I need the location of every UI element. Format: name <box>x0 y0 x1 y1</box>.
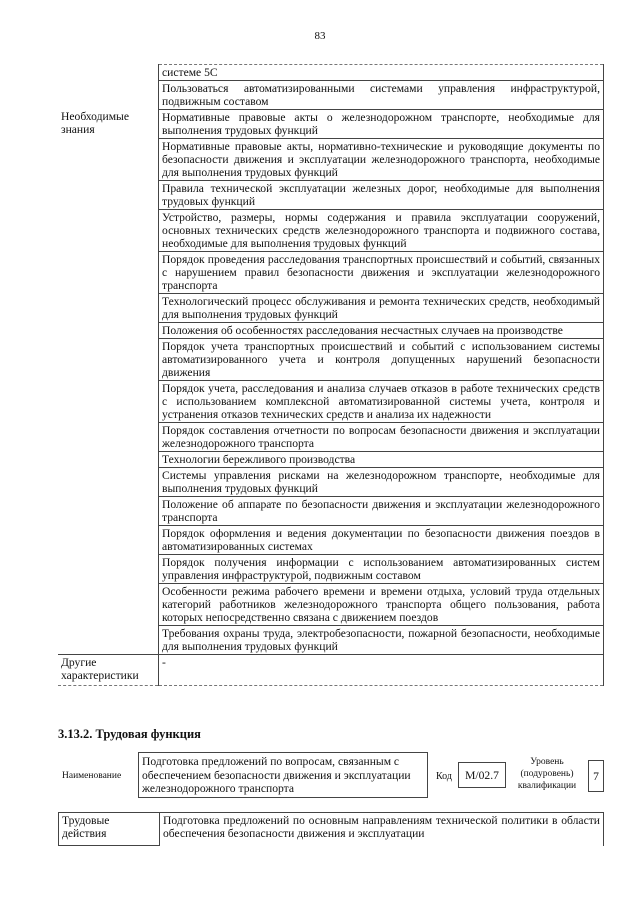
knowledge-item: Особенности режима рабочего времени и времени отдыха, условий труда отдельных категорий работников железнодорожного транспорта общего пользования, работа которых непосредственно связана с движением поездов <box>159 584 604 626</box>
page-number: 83 <box>314 30 326 42</box>
other-value: - <box>159 655 604 686</box>
other-label: Другие характеристики <box>58 655 159 686</box>
knowledge-item: Системы управления рисками на железнодорожном транспорте, необходимые для выполнения трудовых функций <box>159 468 604 497</box>
function-level: 7 <box>588 760 604 792</box>
function-code-label: Код <box>436 771 452 782</box>
knowledge-label-text: Необходимые знания <box>61 109 129 136</box>
knowledge-item: Нормативные правовые акты, нормативно-технические и руководящие документы по безопасности движения и эксплуатации железнодорожного транспорта, необходимые для выполнения трудовых функций <box>159 139 604 181</box>
knowledge-item: Положения об особенностях расследования несчастных случаев на производстве <box>159 323 604 339</box>
actions-label: Трудовые действия <box>59 813 160 846</box>
knowledge-item: Правила технической эксплуатации железных дорог, необходимые для выполнения трудовых функций <box>159 181 604 210</box>
actions-item: Подготовка предложений по основным направлениям технической политики в области обеспечения безопасности движения и эксплуатации <box>160 813 604 846</box>
knowledge-item: Технологический процесс обслуживания и ремонта технических средств, необходимый для выполнения трудовых функций <box>159 294 604 323</box>
knowledge-item: Порядок оформления и ведения документации по безопасности движения поездов в автоматизированных системах <box>159 526 604 555</box>
knowledge-item: Нормативные правовые акты о железнодорожном транспорте, необходимые для выполнения трудовых функций <box>159 110 604 139</box>
function-code: М/02.7 <box>458 762 506 788</box>
knowledge-item: Устройство, размеры, нормы содержания и правила эксплуатации сооружений, основных технических средств железнодорожного транспорта и подвижного состава, необходимые для выполнения трудовых функций <box>159 210 604 252</box>
knowledge-item: Порядок составления отчетности по вопросам безопасности движения и эксплуатации железнодорожного транспорта <box>159 423 604 452</box>
knowledge-item: системе 5С <box>159 65 604 81</box>
function-name: Подготовка предложений по вопросам, связанным с обеспечением безопасности движения и эксплуатации железнодорожного транспорта <box>138 752 428 798</box>
function-name-label: Наименование <box>62 771 122 781</box>
actions-table <box>58 812 604 846</box>
knowledge-item: Порядок учета транспортных происшествий и событий с использованием системы автоматизированного учета и контроля допущенных нарушений безопасности движения <box>159 339 604 381</box>
knowledge-item: Порядок получения информации с использованием автоматизированных систем управления инфраструктурой, подвижным составом <box>159 555 604 584</box>
knowledge-item: Порядок учета, расследования и анализа случаев отказов в работе технических средств с использованием комплексной автоматизированной системы учета, контроля и устранения отказов технических средств и анализа их надежности <box>159 381 604 423</box>
knowledge-table <box>58 64 604 686</box>
knowledge-item: Требования охраны труда, электробезопасности, пожарной безопасности, необходимые для выполнения трудовых функций <box>159 626 604 655</box>
section-title: 3.13.2. Трудовая функция <box>58 727 201 741</box>
knowledge-item: Технологии бережливого производства <box>159 452 604 468</box>
function-header <box>58 752 604 802</box>
knowledge-item: Порядок проведения расследования транспортных происшествий и событий, связанных с нарушением правил безопасности движения и эксплуатации железнодорожного транспорта <box>159 252 604 294</box>
knowledge-label <box>58 65 159 655</box>
function-level-label: Уровень (подуровень) квалификации <box>517 757 577 791</box>
knowledge-item: Положение об аппарате по безопасности движения и эксплуатации железнодорожного транспорта <box>159 497 604 526</box>
knowledge-item: Пользоваться автоматизированными системами управления инфраструктурой, подвижным составом <box>159 81 604 110</box>
